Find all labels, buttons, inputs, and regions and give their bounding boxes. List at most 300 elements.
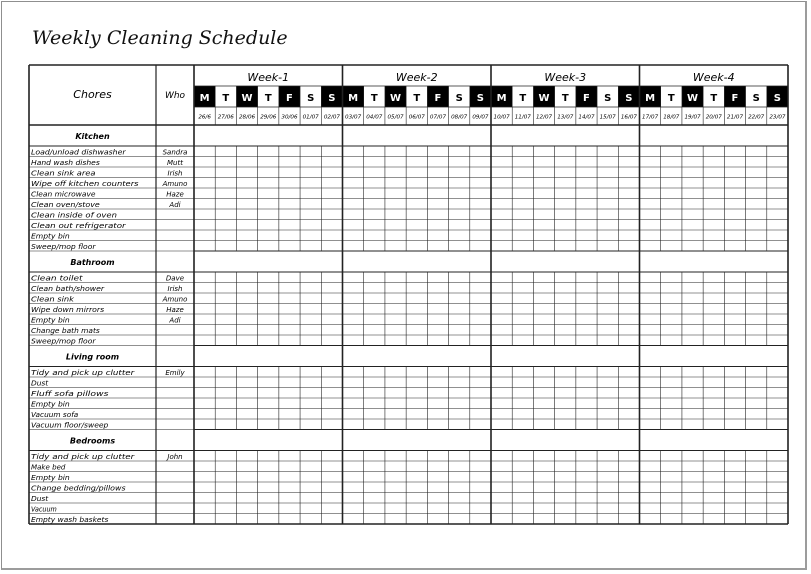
day-check-cell[interactable] bbox=[343, 293, 364, 304]
day-check-cell[interactable] bbox=[449, 409, 470, 420]
day-check-cell[interactable] bbox=[258, 293, 279, 304]
day-check-cell[interactable] bbox=[215, 199, 236, 210]
day-check-cell[interactable] bbox=[576, 167, 597, 178]
day-check-cell[interactable] bbox=[321, 293, 342, 304]
day-check-cell[interactable] bbox=[385, 493, 406, 504]
day-check-cell[interactable] bbox=[258, 314, 279, 325]
day-check-cell[interactable] bbox=[533, 377, 554, 388]
day-check-cell[interactable] bbox=[618, 461, 639, 472]
day-check-cell[interactable] bbox=[746, 325, 767, 336]
day-check-cell[interactable] bbox=[512, 472, 533, 483]
day-check-cell[interactable] bbox=[767, 514, 788, 525]
day-check-cell[interactable] bbox=[279, 146, 300, 157]
day-check-cell[interactable] bbox=[746, 188, 767, 199]
day-check-cell[interactable] bbox=[236, 472, 257, 483]
day-check-cell[interactable] bbox=[449, 314, 470, 325]
day-check-cell[interactable] bbox=[406, 388, 427, 399]
day-check-cell[interactable] bbox=[491, 451, 512, 462]
day-check-cell[interactable] bbox=[491, 209, 512, 220]
day-check-cell[interactable] bbox=[279, 314, 300, 325]
day-check-cell[interactable] bbox=[406, 335, 427, 346]
day-check-cell[interactable] bbox=[343, 220, 364, 231]
day-check-cell[interactable] bbox=[640, 157, 661, 168]
day-check-cell[interactable] bbox=[236, 388, 257, 399]
day-check-cell[interactable] bbox=[640, 146, 661, 157]
day-check-cell[interactable] bbox=[300, 451, 321, 462]
day-check-cell[interactable] bbox=[427, 272, 448, 283]
day-check-cell[interactable] bbox=[470, 482, 491, 493]
day-check-cell[interactable] bbox=[555, 220, 576, 231]
day-check-cell[interactable] bbox=[597, 178, 618, 189]
day-check-cell[interactable] bbox=[385, 367, 406, 378]
day-check-cell[interactable] bbox=[300, 283, 321, 294]
day-check-cell[interactable] bbox=[576, 419, 597, 430]
day-check-cell[interactable] bbox=[300, 367, 321, 378]
day-check-cell[interactable] bbox=[746, 283, 767, 294]
day-check-cell[interactable] bbox=[279, 241, 300, 252]
day-check-cell[interactable] bbox=[703, 335, 724, 346]
day-check-cell[interactable] bbox=[427, 188, 448, 199]
day-check-cell[interactable] bbox=[321, 482, 342, 493]
day-check-cell[interactable] bbox=[300, 325, 321, 336]
day-check-cell[interactable] bbox=[576, 188, 597, 199]
day-check-cell[interactable] bbox=[279, 157, 300, 168]
day-check-cell[interactable] bbox=[682, 493, 703, 504]
day-check-cell[interactable] bbox=[597, 377, 618, 388]
day-check-cell[interactable] bbox=[449, 283, 470, 294]
day-check-cell[interactable] bbox=[491, 472, 512, 483]
day-check-cell[interactable] bbox=[491, 503, 512, 514]
day-check-cell[interactable] bbox=[724, 377, 745, 388]
day-check-cell[interactable] bbox=[533, 178, 554, 189]
day-check-cell[interactable] bbox=[194, 293, 215, 304]
day-check-cell[interactable] bbox=[236, 293, 257, 304]
day-check-cell[interactable] bbox=[640, 199, 661, 210]
day-check-cell[interactable] bbox=[449, 157, 470, 168]
day-check-cell[interactable] bbox=[576, 220, 597, 231]
day-check-cell[interactable] bbox=[618, 482, 639, 493]
day-check-cell[interactable] bbox=[406, 146, 427, 157]
day-check-cell[interactable] bbox=[724, 146, 745, 157]
day-check-cell[interactable] bbox=[470, 241, 491, 252]
day-check-cell[interactable] bbox=[533, 304, 554, 315]
day-check-cell[interactable] bbox=[385, 472, 406, 483]
day-check-cell[interactable] bbox=[703, 472, 724, 483]
day-check-cell[interactable] bbox=[364, 178, 385, 189]
day-check-cell[interactable] bbox=[279, 482, 300, 493]
day-check-cell[interactable] bbox=[724, 157, 745, 168]
day-check-cell[interactable] bbox=[746, 157, 767, 168]
day-check-cell[interactable] bbox=[406, 472, 427, 483]
day-check-cell[interactable] bbox=[512, 199, 533, 210]
day-check-cell[interactable] bbox=[385, 157, 406, 168]
day-check-cell[interactable] bbox=[215, 272, 236, 283]
day-check-cell[interactable] bbox=[364, 335, 385, 346]
day-check-cell[interactable] bbox=[746, 514, 767, 525]
day-check-cell[interactable] bbox=[703, 209, 724, 220]
day-check-cell[interactable] bbox=[406, 419, 427, 430]
day-check-cell[interactable] bbox=[279, 199, 300, 210]
day-check-cell[interactable] bbox=[427, 325, 448, 336]
day-check-cell[interactable] bbox=[555, 188, 576, 199]
day-check-cell[interactable] bbox=[427, 482, 448, 493]
day-check-cell[interactable] bbox=[640, 304, 661, 315]
day-check-cell[interactable] bbox=[258, 514, 279, 525]
day-check-cell[interactable] bbox=[449, 335, 470, 346]
day-check-cell[interactable] bbox=[555, 167, 576, 178]
day-check-cell[interactable] bbox=[343, 419, 364, 430]
day-check-cell[interactable] bbox=[597, 325, 618, 336]
day-check-cell[interactable] bbox=[661, 157, 682, 168]
day-check-cell[interactable] bbox=[512, 493, 533, 504]
day-check-cell[interactable] bbox=[300, 304, 321, 315]
day-check-cell[interactable] bbox=[279, 398, 300, 409]
day-check-cell[interactable] bbox=[767, 220, 788, 231]
day-check-cell[interactable] bbox=[576, 503, 597, 514]
day-check-cell[interactable] bbox=[682, 377, 703, 388]
day-check-cell[interactable] bbox=[576, 335, 597, 346]
day-check-cell[interactable] bbox=[767, 493, 788, 504]
day-check-cell[interactable] bbox=[682, 367, 703, 378]
day-check-cell[interactable] bbox=[427, 472, 448, 483]
day-check-cell[interactable] bbox=[343, 283, 364, 294]
day-check-cell[interactable] bbox=[555, 472, 576, 483]
day-check-cell[interactable] bbox=[576, 367, 597, 378]
day-check-cell[interactable] bbox=[512, 220, 533, 231]
day-check-cell[interactable] bbox=[767, 503, 788, 514]
day-check-cell[interactable] bbox=[491, 272, 512, 283]
day-check-cell[interactable] bbox=[618, 146, 639, 157]
day-check-cell[interactable] bbox=[746, 482, 767, 493]
day-check-cell[interactable] bbox=[682, 304, 703, 315]
day-check-cell[interactable] bbox=[279, 220, 300, 231]
day-check-cell[interactable] bbox=[236, 209, 257, 220]
day-check-cell[interactable] bbox=[364, 199, 385, 210]
day-check-cell[interactable] bbox=[491, 157, 512, 168]
day-check-cell[interactable] bbox=[682, 335, 703, 346]
day-check-cell[interactable] bbox=[640, 419, 661, 430]
day-check-cell[interactable] bbox=[215, 325, 236, 336]
day-check-cell[interactable] bbox=[597, 199, 618, 210]
day-check-cell[interactable] bbox=[682, 199, 703, 210]
day-check-cell[interactable] bbox=[406, 304, 427, 315]
day-check-cell[interactable] bbox=[427, 314, 448, 325]
day-check-cell[interactable] bbox=[533, 409, 554, 420]
day-check-cell[interactable] bbox=[385, 461, 406, 472]
day-check-cell[interactable] bbox=[555, 409, 576, 420]
day-check-cell[interactable] bbox=[512, 451, 533, 462]
day-check-cell[interactable] bbox=[194, 146, 215, 157]
day-check-cell[interactable] bbox=[321, 157, 342, 168]
day-check-cell[interactable] bbox=[364, 325, 385, 336]
day-check-cell[interactable] bbox=[385, 514, 406, 525]
day-check-cell[interactable] bbox=[343, 461, 364, 472]
day-check-cell[interactable] bbox=[682, 293, 703, 304]
day-check-cell[interactable] bbox=[215, 388, 236, 399]
day-check-cell[interactable] bbox=[258, 272, 279, 283]
day-check-cell[interactable] bbox=[703, 188, 724, 199]
day-check-cell[interactable] bbox=[236, 409, 257, 420]
day-check-cell[interactable] bbox=[661, 472, 682, 483]
day-check-cell[interactable] bbox=[491, 167, 512, 178]
day-check-cell[interactable] bbox=[215, 220, 236, 231]
day-check-cell[interactable] bbox=[555, 314, 576, 325]
day-check-cell[interactable] bbox=[555, 230, 576, 241]
day-check-cell[interactable] bbox=[321, 283, 342, 294]
day-check-cell[interactable] bbox=[321, 199, 342, 210]
day-check-cell[interactable] bbox=[724, 178, 745, 189]
day-check-cell[interactable] bbox=[555, 377, 576, 388]
day-check-cell[interactable] bbox=[300, 377, 321, 388]
day-check-cell[interactable] bbox=[512, 157, 533, 168]
day-check-cell[interactable] bbox=[597, 314, 618, 325]
day-check-cell[interactable] bbox=[555, 419, 576, 430]
day-check-cell[interactable] bbox=[385, 167, 406, 178]
day-check-cell[interactable] bbox=[512, 241, 533, 252]
day-check-cell[interactable] bbox=[555, 493, 576, 504]
day-check-cell[interactable] bbox=[385, 388, 406, 399]
day-check-cell[interactable] bbox=[470, 409, 491, 420]
day-check-cell[interactable] bbox=[618, 377, 639, 388]
day-check-cell[interactable] bbox=[767, 451, 788, 462]
day-check-cell[interactable] bbox=[236, 493, 257, 504]
day-check-cell[interactable] bbox=[682, 209, 703, 220]
day-check-cell[interactable] bbox=[597, 241, 618, 252]
day-check-cell[interactable] bbox=[597, 230, 618, 241]
day-check-cell[interactable] bbox=[576, 157, 597, 168]
day-check-cell[interactable] bbox=[618, 199, 639, 210]
day-check-cell[interactable] bbox=[533, 493, 554, 504]
day-check-cell[interactable] bbox=[449, 146, 470, 157]
day-check-cell[interactable] bbox=[449, 241, 470, 252]
day-check-cell[interactable] bbox=[470, 367, 491, 378]
day-check-cell[interactable] bbox=[533, 367, 554, 378]
day-check-cell[interactable] bbox=[321, 451, 342, 462]
day-check-cell[interactable] bbox=[258, 283, 279, 294]
day-check-cell[interactable] bbox=[555, 199, 576, 210]
day-check-cell[interactable] bbox=[661, 461, 682, 472]
day-check-cell[interactable] bbox=[258, 188, 279, 199]
day-check-cell[interactable] bbox=[661, 220, 682, 231]
day-check-cell[interactable] bbox=[618, 451, 639, 462]
day-check-cell[interactable] bbox=[746, 398, 767, 409]
day-check-cell[interactable] bbox=[661, 388, 682, 399]
day-check-cell[interactable] bbox=[449, 325, 470, 336]
day-check-cell[interactable] bbox=[385, 283, 406, 294]
day-check-cell[interactable] bbox=[194, 314, 215, 325]
day-check-cell[interactable] bbox=[533, 503, 554, 514]
day-check-cell[interactable] bbox=[640, 272, 661, 283]
day-check-cell[interactable] bbox=[385, 188, 406, 199]
day-check-cell[interactable] bbox=[682, 503, 703, 514]
day-check-cell[interactable] bbox=[661, 293, 682, 304]
day-check-cell[interactable] bbox=[470, 146, 491, 157]
day-check-cell[interactable] bbox=[576, 272, 597, 283]
day-check-cell[interactable] bbox=[703, 230, 724, 241]
day-check-cell[interactable] bbox=[576, 293, 597, 304]
day-check-cell[interactable] bbox=[470, 283, 491, 294]
day-check-cell[interactable] bbox=[533, 398, 554, 409]
day-check-cell[interactable] bbox=[491, 419, 512, 430]
day-check-cell[interactable] bbox=[576, 514, 597, 525]
day-check-cell[interactable] bbox=[661, 272, 682, 283]
day-check-cell[interactable] bbox=[385, 377, 406, 388]
day-check-cell[interactable] bbox=[385, 272, 406, 283]
day-check-cell[interactable] bbox=[279, 335, 300, 346]
day-check-cell[interactable] bbox=[512, 377, 533, 388]
day-check-cell[interactable] bbox=[555, 398, 576, 409]
day-check-cell[interactable] bbox=[682, 283, 703, 294]
day-check-cell[interactable] bbox=[767, 188, 788, 199]
day-check-cell[interactable] bbox=[724, 209, 745, 220]
day-check-cell[interactable] bbox=[406, 325, 427, 336]
day-check-cell[interactable] bbox=[555, 335, 576, 346]
day-check-cell[interactable] bbox=[682, 220, 703, 231]
day-check-cell[interactable] bbox=[724, 199, 745, 210]
day-check-cell[interactable] bbox=[661, 304, 682, 315]
day-check-cell[interactable] bbox=[343, 241, 364, 252]
day-check-cell[interactable] bbox=[279, 304, 300, 315]
day-check-cell[interactable] bbox=[491, 199, 512, 210]
day-check-cell[interactable] bbox=[321, 377, 342, 388]
day-check-cell[interactable] bbox=[406, 220, 427, 231]
day-check-cell[interactable] bbox=[661, 451, 682, 462]
day-check-cell[interactable] bbox=[321, 178, 342, 189]
day-check-cell[interactable] bbox=[640, 178, 661, 189]
day-check-cell[interactable] bbox=[597, 367, 618, 378]
day-check-cell[interactable] bbox=[427, 335, 448, 346]
day-check-cell[interactable] bbox=[724, 451, 745, 462]
day-check-cell[interactable] bbox=[343, 178, 364, 189]
day-check-cell[interactable] bbox=[258, 220, 279, 231]
day-check-cell[interactable] bbox=[215, 230, 236, 241]
day-check-cell[interactable] bbox=[703, 146, 724, 157]
day-check-cell[interactable] bbox=[512, 503, 533, 514]
day-check-cell[interactable] bbox=[640, 409, 661, 420]
day-check-cell[interactable] bbox=[661, 325, 682, 336]
day-check-cell[interactable] bbox=[767, 178, 788, 189]
day-check-cell[interactable] bbox=[618, 367, 639, 378]
day-check-cell[interactable] bbox=[258, 493, 279, 504]
day-check-cell[interactable] bbox=[343, 304, 364, 315]
day-check-cell[interactable] bbox=[618, 325, 639, 336]
day-check-cell[interactable] bbox=[703, 220, 724, 231]
day-check-cell[interactable] bbox=[512, 461, 533, 472]
day-check-cell[interactable] bbox=[640, 220, 661, 231]
day-check-cell[interactable] bbox=[427, 283, 448, 294]
day-check-cell[interactable] bbox=[533, 220, 554, 231]
day-check-cell[interactable] bbox=[236, 367, 257, 378]
day-check-cell[interactable] bbox=[194, 283, 215, 294]
day-check-cell[interactable] bbox=[661, 398, 682, 409]
day-check-cell[interactable] bbox=[576, 199, 597, 210]
day-check-cell[interactable] bbox=[533, 325, 554, 336]
day-check-cell[interactable] bbox=[746, 419, 767, 430]
day-check-cell[interactable] bbox=[767, 367, 788, 378]
day-check-cell[interactable] bbox=[343, 377, 364, 388]
day-check-cell[interactable] bbox=[533, 272, 554, 283]
day-check-cell[interactable] bbox=[661, 199, 682, 210]
day-check-cell[interactable] bbox=[194, 377, 215, 388]
day-check-cell[interactable] bbox=[279, 503, 300, 514]
day-check-cell[interactable] bbox=[300, 220, 321, 231]
day-check-cell[interactable] bbox=[703, 409, 724, 420]
day-check-cell[interactable] bbox=[512, 178, 533, 189]
day-check-cell[interactable] bbox=[406, 493, 427, 504]
day-check-cell[interactable] bbox=[449, 514, 470, 525]
day-check-cell[interactable] bbox=[279, 377, 300, 388]
day-check-cell[interactable] bbox=[215, 293, 236, 304]
day-check-cell[interactable] bbox=[406, 398, 427, 409]
day-check-cell[interactable] bbox=[533, 419, 554, 430]
day-check-cell[interactable] bbox=[449, 482, 470, 493]
day-check-cell[interactable] bbox=[618, 178, 639, 189]
day-check-cell[interactable] bbox=[491, 461, 512, 472]
day-check-cell[interactable] bbox=[406, 451, 427, 462]
day-check-cell[interactable] bbox=[258, 419, 279, 430]
day-check-cell[interactable] bbox=[618, 398, 639, 409]
day-check-cell[interactable] bbox=[746, 335, 767, 346]
day-check-cell[interactable] bbox=[618, 157, 639, 168]
day-check-cell[interactable] bbox=[555, 304, 576, 315]
day-check-cell[interactable] bbox=[194, 482, 215, 493]
day-check-cell[interactable] bbox=[512, 209, 533, 220]
day-check-cell[interactable] bbox=[661, 482, 682, 493]
day-check-cell[interactable] bbox=[746, 230, 767, 241]
day-check-cell[interactable] bbox=[746, 199, 767, 210]
day-check-cell[interactable] bbox=[449, 388, 470, 399]
day-check-cell[interactable] bbox=[449, 304, 470, 315]
day-check-cell[interactable] bbox=[682, 388, 703, 399]
day-check-cell[interactable] bbox=[215, 367, 236, 378]
day-check-cell[interactable] bbox=[258, 304, 279, 315]
day-check-cell[interactable] bbox=[194, 461, 215, 472]
day-check-cell[interactable] bbox=[746, 293, 767, 304]
day-check-cell[interactable] bbox=[661, 335, 682, 346]
day-check-cell[interactable] bbox=[215, 314, 236, 325]
day-check-cell[interactable] bbox=[300, 241, 321, 252]
day-check-cell[interactable] bbox=[236, 377, 257, 388]
day-check-cell[interactable] bbox=[343, 188, 364, 199]
day-check-cell[interactable] bbox=[640, 493, 661, 504]
day-check-cell[interactable] bbox=[576, 178, 597, 189]
day-check-cell[interactable] bbox=[703, 388, 724, 399]
day-check-cell[interactable] bbox=[661, 146, 682, 157]
day-check-cell[interactable] bbox=[427, 503, 448, 514]
day-check-cell[interactable] bbox=[618, 472, 639, 483]
day-check-cell[interactable] bbox=[194, 503, 215, 514]
day-check-cell[interactable] bbox=[258, 367, 279, 378]
day-check-cell[interactable] bbox=[258, 377, 279, 388]
day-check-cell[interactable] bbox=[385, 451, 406, 462]
day-check-cell[interactable] bbox=[236, 167, 257, 178]
day-check-cell[interactable] bbox=[491, 304, 512, 315]
day-check-cell[interactable] bbox=[427, 493, 448, 504]
day-check-cell[interactable] bbox=[767, 157, 788, 168]
day-check-cell[interactable] bbox=[279, 167, 300, 178]
day-check-cell[interactable] bbox=[533, 146, 554, 157]
day-check-cell[interactable] bbox=[194, 230, 215, 241]
day-check-cell[interactable] bbox=[746, 472, 767, 483]
day-check-cell[interactable] bbox=[746, 146, 767, 157]
day-check-cell[interactable] bbox=[597, 398, 618, 409]
day-check-cell[interactable] bbox=[343, 335, 364, 346]
day-check-cell[interactable] bbox=[533, 388, 554, 399]
day-check-cell[interactable] bbox=[640, 388, 661, 399]
day-check-cell[interactable] bbox=[703, 451, 724, 462]
day-check-cell[interactable] bbox=[449, 377, 470, 388]
day-check-cell[interactable] bbox=[406, 482, 427, 493]
